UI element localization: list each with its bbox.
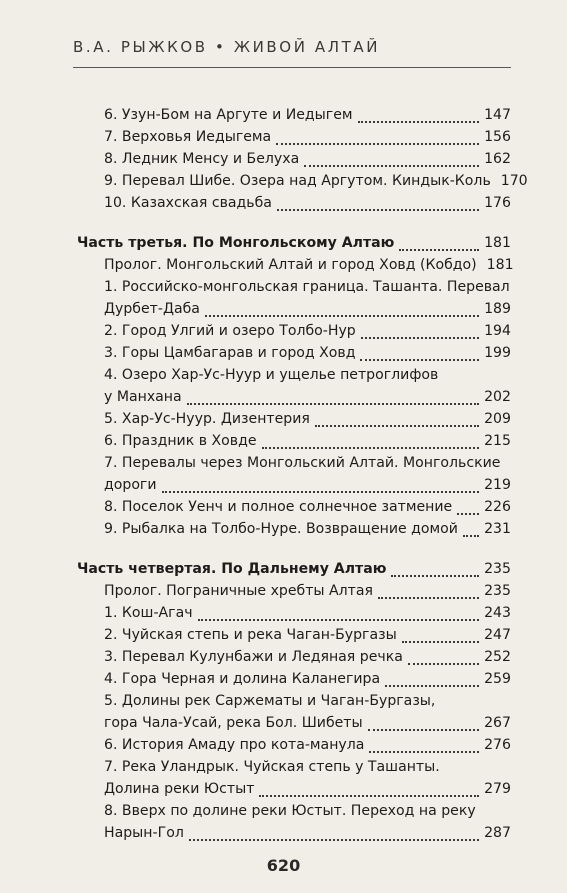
toc-entry-title-line1: 5. Долины рек Саржематы и Чаган-Бургазы, xyxy=(104,693,436,709)
leader-dots xyxy=(189,833,479,841)
toc-entry-page: 199 xyxy=(484,345,511,361)
toc-entry xyxy=(104,298,511,320)
leader-dots xyxy=(385,679,479,687)
toc-entry xyxy=(104,430,511,452)
toc-entry-title: 6. Узун-Бом на Аргуте и Иедыгем xyxy=(104,107,353,123)
toc-entry xyxy=(104,518,511,540)
toc-entry-page: 226 xyxy=(484,499,511,515)
toc-entry-page: 219 xyxy=(484,477,511,493)
toc-entry-page: 252 xyxy=(484,649,511,665)
leader-dots xyxy=(368,723,479,731)
toc-entry xyxy=(104,192,511,214)
toc-entry-title: 2. Город Улгий и озеро Толбо-Нур xyxy=(104,323,356,339)
toc-entry-title: 2. Чуйская степь и река Чаган-Бургазы xyxy=(104,627,397,643)
toc-entry-title-line2: дороги xyxy=(104,477,157,493)
toc-entry-page: 243 xyxy=(484,605,511,621)
toc-entry-title: 10. Казахская свадьба xyxy=(104,195,272,211)
leader-dots xyxy=(408,657,479,665)
leader-dots xyxy=(162,485,480,493)
toc-entry-page: 156 xyxy=(484,129,511,145)
leader-dots xyxy=(276,137,479,145)
toc-entry xyxy=(104,624,511,646)
toc-entry xyxy=(104,148,511,170)
toc-entry-page: 181 xyxy=(486,257,514,273)
toc-entry-title: 9. Рыбалка на Толбо-Нуре. Возвращение домой xyxy=(104,521,458,537)
leader-dots xyxy=(315,419,479,427)
leader-dots xyxy=(358,115,480,123)
toc-entry-page: 215 xyxy=(484,433,511,449)
toc-entry-title: 4. Гора Черная и долина Каланегира xyxy=(104,671,381,687)
toc-entry-title: 1. Кош-Агач xyxy=(104,605,193,621)
toc-entry-page: 194 xyxy=(484,323,511,339)
page-number: 620 xyxy=(266,856,301,875)
leader-dots xyxy=(198,613,480,621)
leader-dots xyxy=(391,569,479,577)
leader-dots xyxy=(402,635,479,643)
toc-entry-page: 235 xyxy=(484,583,511,599)
toc-entry xyxy=(104,734,511,756)
toc-entry-page: 247 xyxy=(484,627,511,643)
toc-entry-title-line1: 8. Вверх по долине реки Юстыт. Переход на реку xyxy=(104,803,476,819)
toc-entry-title: 6. Праздник в Ховде xyxy=(104,433,257,449)
toc-entry-title-line2: у Манхана xyxy=(104,389,182,405)
leader-dots xyxy=(361,331,479,339)
toc-entry xyxy=(104,320,511,342)
toc-entry xyxy=(104,668,511,690)
leader-dots xyxy=(277,203,479,211)
leader-dots xyxy=(187,397,479,405)
toc-entry-title-line2: Дурбет-Даба xyxy=(104,301,200,317)
toc-entry-title: 7. Верховья Иедыгема xyxy=(104,129,272,145)
toc-part-heading xyxy=(77,558,511,580)
toc-entry xyxy=(104,126,511,148)
toc-part-heading xyxy=(77,232,511,254)
toc-entry-page: 231 xyxy=(484,521,511,537)
toc-entry xyxy=(104,602,511,624)
toc-entry xyxy=(104,342,511,364)
toc-entry-title: Пролог. Монгольский Алтай и город Ховд (Кобдо) xyxy=(104,257,477,273)
toc-entry-title: Пролог. Пограничные хребты Алтая xyxy=(104,583,374,599)
toc-entry-title: 8. Ледник Менсу и Белуха xyxy=(104,151,300,167)
toc-entry-title-line1: 1. Российско-монгольская граница. Ташанта. Перевал xyxy=(104,279,510,295)
toc-entry-page: 170 xyxy=(500,173,528,189)
toc-entry-page: 276 xyxy=(484,737,511,753)
toc-entry-page: 259 xyxy=(484,671,511,687)
running-head: В.А. РЫЖКОВ • ЖИВОЙ АЛТАЙ xyxy=(73,38,381,56)
leader-dots xyxy=(399,243,479,251)
toc-entry-page: 189 xyxy=(484,301,511,317)
toc-entry-title-line1: 7. Перевалы через Монгольский Алтай. Монгольские xyxy=(104,455,501,471)
toc-entry xyxy=(104,170,528,192)
toc-entry-title: 6. История Амаду про кота-манула xyxy=(104,737,365,753)
leader-dots xyxy=(259,789,479,797)
toc-entry-title: 5. Хар-Ус-Нуур. Дизентерия xyxy=(104,411,310,427)
toc-entry-page: 147 xyxy=(484,107,511,123)
leader-dots xyxy=(378,591,479,599)
toc-entry xyxy=(104,408,511,430)
toc-entry-page: 209 xyxy=(484,411,511,427)
toc-entry-page: 176 xyxy=(484,195,511,211)
toc-entry-page: 279 xyxy=(484,781,511,797)
leader-dots xyxy=(262,441,480,449)
toc-entry-title-line2: гора Чала-Усай, река Бол. Шибеты xyxy=(104,715,363,731)
leader-dots xyxy=(457,507,479,515)
toc-entry xyxy=(104,104,511,126)
toc-entry xyxy=(104,474,511,496)
header-rule xyxy=(73,67,511,68)
toc-part-page: 181 xyxy=(484,235,511,251)
toc-entry-title: 3. Перевал Кулунбажи и Ледяная речка xyxy=(104,649,403,665)
toc-entry-page: 202 xyxy=(484,389,511,405)
toc-entry xyxy=(104,712,511,734)
toc-entry-title-line1: 4. Озеро Хар-Ус-Нуур и ущелье петроглифов xyxy=(104,367,439,383)
toc-entry-page: 287 xyxy=(484,825,511,841)
toc-part-page: 235 xyxy=(484,561,511,577)
toc-entry-title-line2: Нарын-Гол xyxy=(104,825,184,841)
toc-entry xyxy=(104,254,514,276)
toc-entry xyxy=(104,496,511,518)
toc-entry xyxy=(104,580,511,602)
toc-entry-page: 267 xyxy=(484,715,511,731)
leader-dots xyxy=(360,353,479,361)
leader-dots xyxy=(304,159,479,167)
toc-entry xyxy=(104,778,511,800)
toc-entry-title-line2: Долина реки Юстыт xyxy=(104,781,255,797)
toc-entry-title: 3. Горы Цамбагарав и город Ховд xyxy=(104,345,356,361)
toc-part-title: Часть третья. По Монгольскому Алтаю xyxy=(77,235,395,251)
toc-entry-page: 162 xyxy=(484,151,511,167)
leader-dots xyxy=(205,309,479,317)
toc-entry xyxy=(104,646,511,668)
toc-part-title: Часть четвертая. По Дальнему Алтаю xyxy=(77,561,387,577)
leader-dots xyxy=(369,745,479,753)
toc-entry-title-line1: 7. Река Уландрык. Чуйская степь у Ташанты. xyxy=(104,759,440,775)
toc-entry-title: 9. Перевал Шибе. Озера над Аргутом. Киндык-Коль xyxy=(104,173,491,189)
leader-dots xyxy=(463,529,479,537)
toc-entry xyxy=(104,386,511,408)
toc-entry xyxy=(104,822,511,844)
toc-entry-title: 8. Поселок Уенч и полное солнечное затмение xyxy=(104,499,453,515)
